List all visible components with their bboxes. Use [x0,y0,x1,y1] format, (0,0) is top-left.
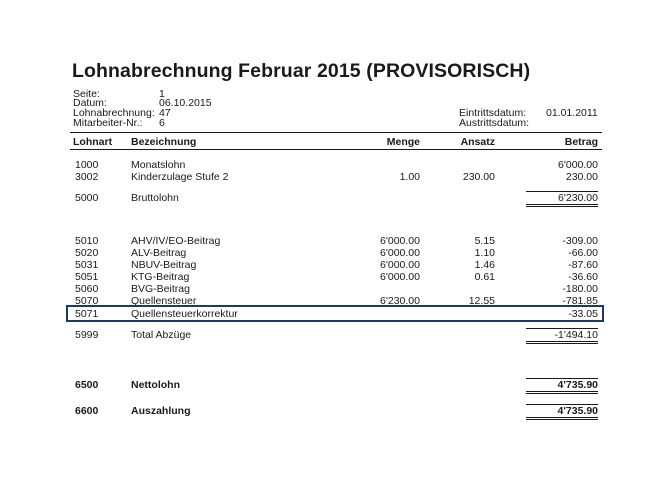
row-bezeichnung: AHV/IV/EO-Beitrag [131,235,221,247]
row-betrag: -87.60 [568,259,598,271]
row-menge: 6'230.00 [380,295,420,305]
row-lohnart: 5999 [75,329,99,341]
row-bezeichnung: Kinderzulage Stufe 2 [131,171,229,183]
row-betrag: -36.60 [568,271,598,283]
document-title: Lohnabrechnung Februar 2015 (PROVISORISCH) [72,60,531,82]
mitarbeiter-label: Mitarbeiter-Nr.: [73,117,143,129]
row-lohnart: 5031 [75,259,99,271]
eintritt-label: Eintrittsdatum: [459,107,527,119]
row-lohnart: 5000 [75,192,99,204]
seite-label: Seite: [73,88,100,100]
row-betrag: -309.00 [562,235,598,247]
row-betrag: 4'735.90 [526,404,598,420]
row-ansatz: 1.46 [474,259,495,271]
row-betrag: -33.05 [568,308,598,320]
col-header-menge: Menge [386,136,420,148]
datum-value: 06.10.2015 [159,97,212,109]
row-betrag: -1'494.10 [526,328,598,344]
row-betrag: 6'000.00 [558,159,598,171]
row-ansatz: 5.15 [474,235,495,247]
row-betrag: 4'735.90 [526,378,598,394]
row-lohnart: 5020 [75,247,99,259]
row-menge: 6'000.00 [380,247,420,259]
row-bezeichnung: Auszahlung [131,405,191,417]
row-lohnart: 5051 [75,271,99,283]
row-betrag: -180.00 [562,283,598,295]
lohnabrechnung-label: Lohnabrechnung: [73,107,155,119]
seite-value: 1 [159,88,165,100]
row-betrag: -781.85 [562,295,598,305]
row-betrag: 230.00 [565,171,598,183]
row-lohnart: 5060 [75,283,99,295]
row-lohnart: 1000 [75,159,99,171]
row-bezeichnung: KTG-Beitrag [131,271,190,283]
row-betrag: -66.00 [568,247,598,259]
col-header-bezeichnung: Bezeichnung [131,136,197,148]
row-lohnart: 5070 [75,295,99,305]
row-ansatz: 1.10 [474,247,495,259]
row-menge: 6'000.00 [380,259,420,271]
row-lohnart: 5071 [75,308,99,320]
row-ansatz: 12.55 [468,295,495,305]
row-menge: 1.00 [399,171,420,183]
col-header-betrag: Betrag [564,136,598,148]
row-ansatz: 230.00 [462,171,495,183]
row-ansatz: 0.61 [474,271,495,283]
mitarbeiter-value: 6 [159,117,165,129]
row-bezeichnung: Total Abzüge [131,329,192,341]
row-bezeichnung: Bruttolohn [131,192,179,204]
row-lohnart: 3002 [75,171,99,183]
row-bezeichnung: NBUV-Beitrag [131,259,197,271]
datum-label: Datum: [73,97,107,109]
austritt-label: Austrittsdatum: [459,117,530,129]
eintritt-value: 01.01.2011 [546,107,598,119]
row-lohnart: 5010 [75,235,99,247]
row-bezeichnung: Quellensteuerkorrektur [131,308,238,320]
row-bezeichnung: Monatslohn [131,159,186,171]
row-bezeichnung: BVG-Beitrag [131,283,190,295]
row-betrag: 6'230.00 [526,191,598,207]
row-menge: 6'000.00 [380,271,420,283]
col-header-lohnart: Lohnart [73,136,113,148]
row-lohnart: 6600 [75,405,99,417]
row-menge: 6'000.00 [380,235,420,247]
lohnabrechnung-value: 47 [159,107,171,119]
row-bezeichnung: ALV-Beitrag [131,247,187,259]
row-bezeichnung: Quellensteuer [131,295,197,305]
row-lohnart: 6500 [75,379,99,391]
row-bezeichnung: Nettolohn [131,379,180,391]
col-header-ansatz: Ansatz [460,136,495,148]
